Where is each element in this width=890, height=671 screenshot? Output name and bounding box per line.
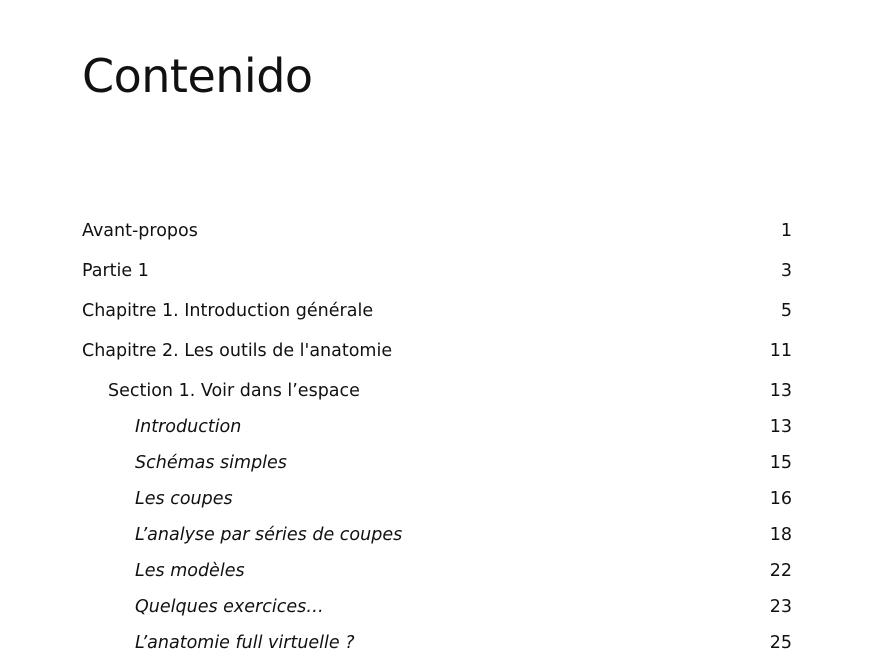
toc-entry-page-number: 16: [769, 489, 792, 509]
toc-entry-label: Chapitre 1. Introduction générale: [82, 301, 374, 321]
toc-entry-label: L’anatomie full virtuelle ?: [135, 633, 355, 653]
toc-entry-page-number: 25: [769, 633, 792, 653]
toc-entry-label: Les coupes: [135, 489, 233, 509]
toc-entry-les-coupes[interactable]: [82, 488, 792, 524]
toc-entry-page-number: 15: [769, 453, 792, 473]
toc-entry-page-number: 13: [769, 417, 792, 437]
toc-entry-label: Section 1. Voir dans l’espace: [108, 381, 360, 401]
toc-entry-avant-propos[interactable]: [82, 220, 792, 260]
toc-entry-label: Introduction: [135, 417, 242, 437]
toc-entry-page-number: 13: [769, 381, 792, 401]
toc-entry-introduction[interactable]: [82, 416, 792, 452]
toc-entry-page-number: 3: [780, 261, 792, 281]
toc-entry-chapitre-1[interactable]: [82, 300, 792, 340]
toc-entry-label: Les modèles: [135, 561, 245, 581]
toc-entry-label: L’analyse par séries de coupes: [135, 525, 403, 545]
toc-entry-chapitre-2[interactable]: [82, 340, 792, 380]
toc-entry-label: Schémas simples: [135, 453, 287, 473]
toc-entry-section-1[interactable]: [82, 380, 792, 416]
toc-entry-schemas-simples[interactable]: [82, 452, 792, 488]
toc-entry-page-number: 5: [780, 301, 792, 321]
toc-entry-partie-1[interactable]: [82, 260, 792, 300]
toc-entry-anatomie-full-virtuelle[interactable]: [82, 632, 792, 668]
toc-entry-analyse-series-coupes[interactable]: [82, 524, 792, 560]
toc-entry-quelques-exercices[interactable]: [82, 596, 792, 632]
toc-entry-label: Quelques exercices…: [135, 597, 324, 617]
toc-entry-page-number: 22: [769, 561, 792, 581]
toc-entry-label: Partie 1: [82, 261, 149, 281]
toc-entry-les-modeles[interactable]: [82, 560, 792, 596]
toc-entry-page-number: 1: [780, 221, 792, 241]
page-title: Contenido: [82, 49, 313, 103]
table-of-contents: [82, 220, 792, 668]
toc-entry-page-number: 11: [769, 341, 792, 361]
toc-entry-label: Avant-propos: [82, 221, 198, 241]
toc-entry-label: Chapitre 2. Les outils de l'anatomie: [82, 341, 393, 361]
toc-entry-page-number: 23: [769, 597, 792, 617]
toc-entry-page-number: 18: [769, 525, 792, 545]
